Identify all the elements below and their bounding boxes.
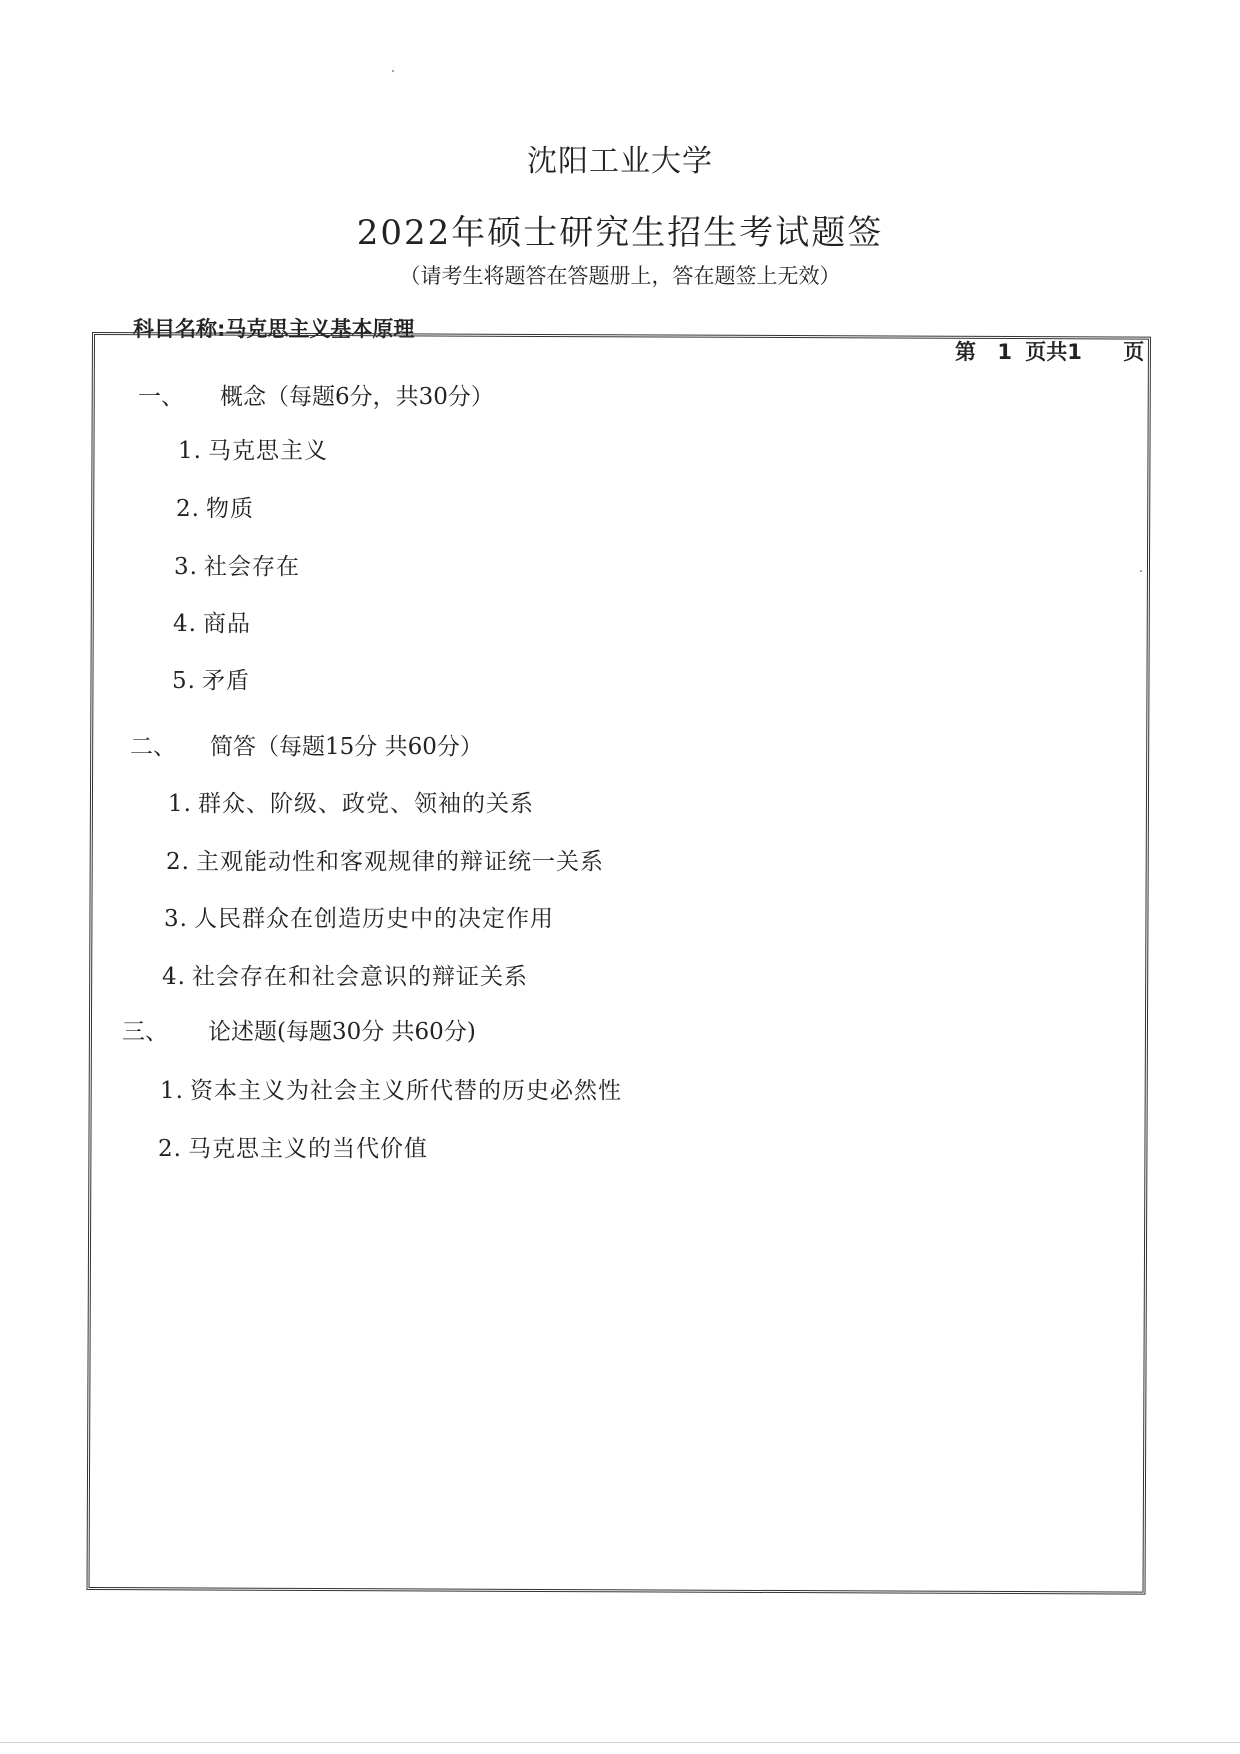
list-item — [160, 1072, 622, 1105]
item-number: 2. — [176, 496, 200, 522]
item-number: 2. — [166, 849, 190, 875]
section-2-heading — [130, 728, 483, 761]
item-number: 1. — [160, 1078, 184, 1104]
item-number: 2. — [158, 1136, 182, 1162]
page-current: 1 — [997, 340, 1012, 364]
list-item — [178, 432, 328, 465]
item-text: 马克思主义 — [208, 438, 328, 464]
university-name: 沈阳工业大学 — [527, 144, 713, 179]
item-text: 社会存在 — [204, 554, 300, 580]
list-item — [166, 843, 604, 876]
item-text: 矛盾 — [202, 668, 250, 694]
list-item — [174, 548, 300, 581]
exam-notice: （请考生将题答在答题册上，答在题签上无效） — [399, 264, 841, 288]
list-item — [173, 605, 251, 638]
list-item — [162, 958, 528, 991]
section-1-heading — [138, 378, 494, 411]
item-text: 资本主义为社会主义所代替的历史必然性 — [190, 1078, 622, 1104]
subject-name: 科目名称:马克思主义基本原理 — [133, 317, 415, 341]
item-number: 1. — [178, 438, 202, 464]
item-text: 马克思主义的当代价值 — [188, 1136, 428, 1162]
item-text: 社会存在和社会意识的辩证关系 — [192, 964, 528, 990]
list-item — [164, 900, 554, 933]
list-item — [172, 662, 250, 695]
page-label-ye: 页 — [1123, 340, 1145, 364]
item-number: 4. — [162, 964, 186, 990]
scan-speck — [392, 70, 394, 72]
item-text: 人民群众在创造历史中的决定作用 — [194, 906, 554, 932]
page-label-di: 第 — [955, 340, 976, 364]
item-number: 4. — [173, 611, 197, 637]
scan-edge-line — [0, 1742, 1240, 1743]
item-text: 物质 — [206, 496, 254, 522]
section-title: 简答（每题15分 共60分） — [210, 734, 483, 760]
item-text: 群众、阶级、政党、领袖的关系 — [198, 791, 534, 817]
section-title: 概念（每题6分，共30分） — [220, 384, 494, 410]
section-title: 论述题(每题30分 共60分) — [208, 1019, 476, 1045]
item-number: 3. — [164, 906, 188, 932]
section-number: 三、 — [122, 1019, 168, 1045]
scan-speck — [1140, 570, 1142, 572]
section-number: 二、 — [130, 734, 176, 760]
list-item — [158, 1130, 428, 1163]
item-number: 1. — [168, 791, 192, 817]
page-total: 页共1 — [1025, 340, 1082, 364]
item-text: 商品 — [203, 611, 251, 637]
item-text: 主观能动性和客观规律的辩证统一关系 — [196, 849, 604, 875]
section-number: 一、 — [138, 384, 184, 410]
list-item — [168, 785, 534, 818]
list-item — [176, 490, 254, 523]
item-number: 3. — [174, 554, 198, 580]
exam-title: 2022年硕士研究生招生考试题签 — [356, 213, 884, 253]
section-3-heading — [122, 1013, 476, 1046]
item-number: 5. — [172, 668, 196, 694]
